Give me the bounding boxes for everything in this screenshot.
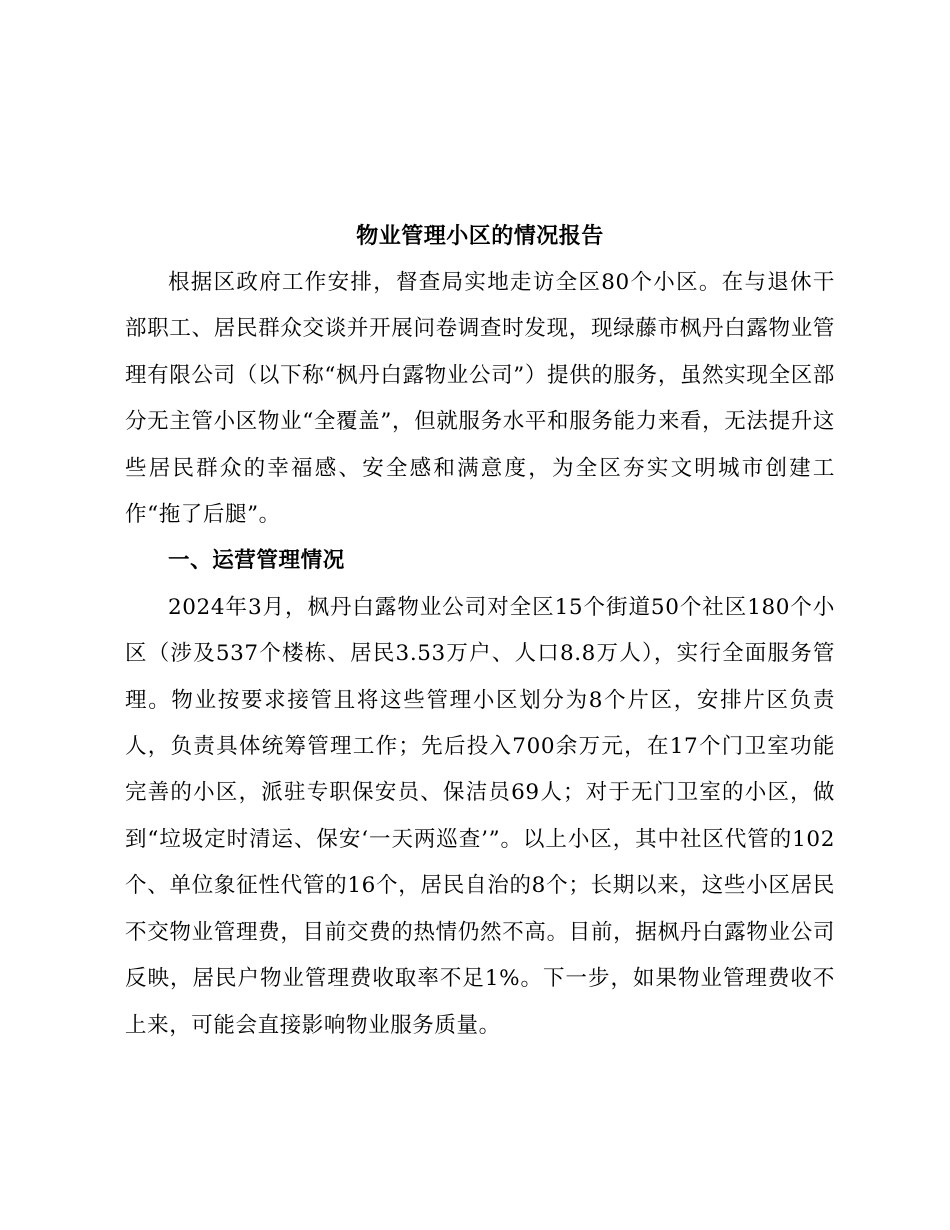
document-page	[125, 218, 835, 1049]
section-paragraph: 2024年3月，枫丹白露物业公司对全区15个街道50个社区180个小区（涉及537个楼栋、居民3.53万户、人口8.8万人），实行全面服务管理。物业按要求接管且将这些管理小区划分为8个片区，安排片区负责人，负责具体统筹管理工作；先后投入700余万元，在17个门卫室功能完善的小区，派驻专职保安员、保洁员69人；对于无门卫室的小区，做到“垃圾定时清运、保安‘一天两巡查’”。以上小区，其中社区代管的102个、单位象征性代管的16个，居民自治的8个；长期以来，这些小区居民不交物业管理费，目前交费的热情仍然不高。目前，据枫丹白露物业公司反映，居民户物业管理费收取率不足1%。下一步，如果物业管理费收不上来，可能会直接影响物业服务质量。	[125, 594, 835, 1038]
intro-paragraph: 根据区政府工作安排，督查局实地走访全区80个小区。在与退休干部职工、居民群众交谈并开展问卷调查时发现，现绿藤市枫丹白露物业管理有限公司（以下称“枫丹白露物业公司”）提供的服务，虽然实现全区部分无主管小区物业“全覆盖”，但就服务水平和服务能力来看，无法提升这些居民群众的幸福感、安全感和满意度，为全区夯实文明城市创建工作“拖了后腿”。	[125, 270, 835, 528]
document-title: 物业管理小区的情况报告	[356, 223, 604, 249]
section-heading: 一、运营管理情况	[168, 548, 345, 574]
